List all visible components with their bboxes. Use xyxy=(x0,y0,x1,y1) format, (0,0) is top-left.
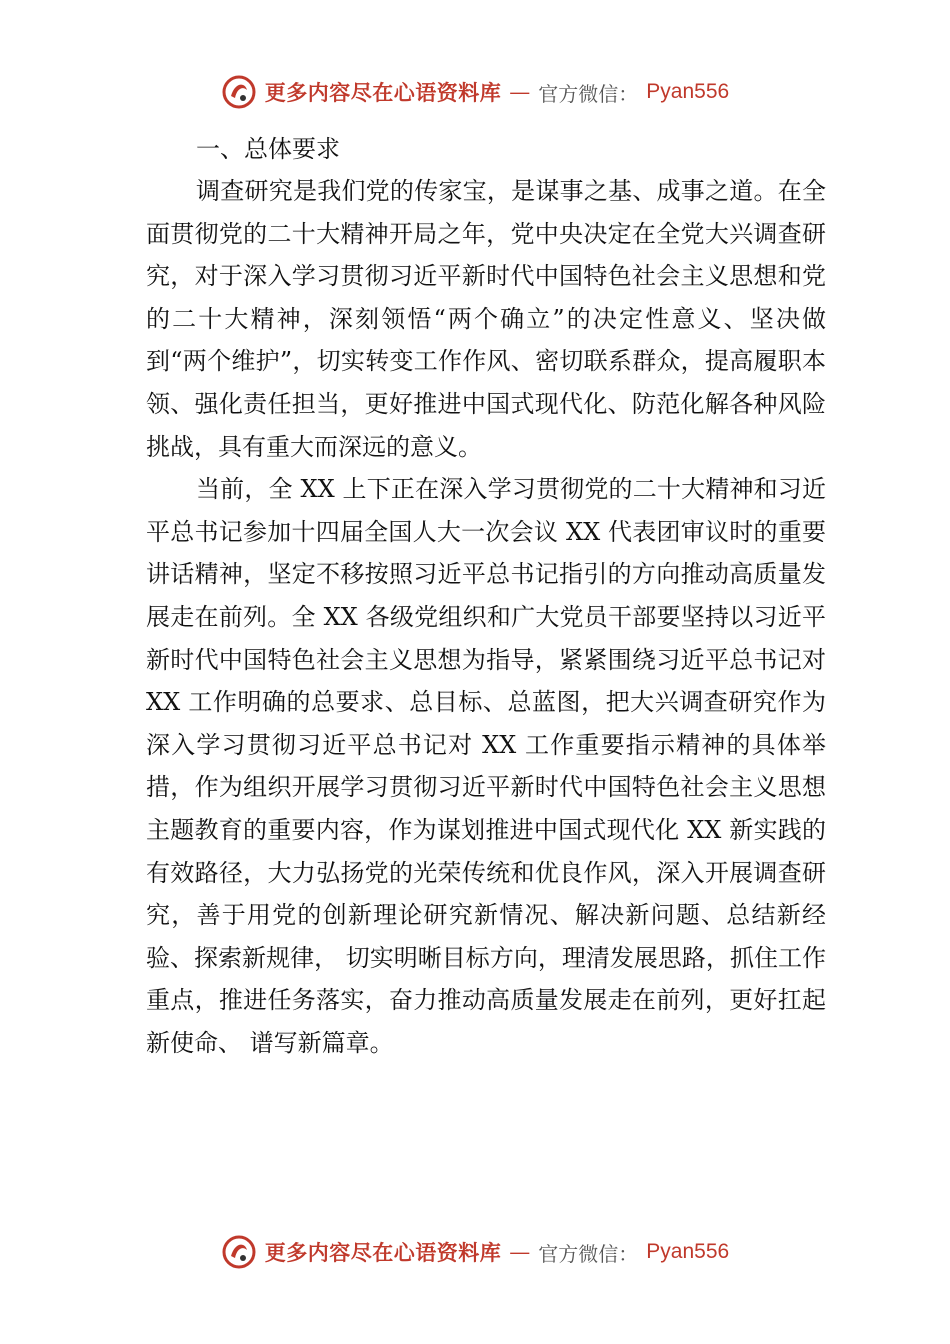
banner-brand-text: 更多内容尽在心语资料库 xyxy=(264,1240,502,1265)
banner-separator: — xyxy=(509,1240,531,1264)
paragraph-1: 调查研究是我们党的传家宝，是谋事之基、成事之道。在全面贯彻党的二十大精神开局之年，党中央决定在全党大兴调查研究，对于深入学习贯彻习近平新时代中国特色社会主义思想和党的二十大精神，深刻领悟“两个确立”的决定性意义、坚决做到“两个维护”，切实转变工作作风、密切联系群众，提高履职本领、强化责任担当，更好推进中国式现代化、防范化解各种风险挑战，具有重大而深远的意义。 xyxy=(146,177,826,461)
header-banner xyxy=(0,72,950,112)
brand-logo-icon xyxy=(221,74,257,110)
document-body xyxy=(146,128,826,1064)
footer-banner xyxy=(0,1232,950,1272)
banner-wechat-id: Pyan556 xyxy=(646,80,730,103)
banner-brand-text: 更多内容尽在心语资料库 xyxy=(264,80,502,105)
banner-wechat-label: 官方微信： xyxy=(538,81,639,106)
paragraph-2: 当前，全 XX 上下正在深入学习贯彻党的二十大精神和习近平总书记参加十四届全国人大一次会议 XX 代表团审议时的重要讲话精神，坚定不移按照习近平总书记指引的方向推动高质量发展走在前列。全 XX 各级党组织和广大党员干部要坚持以习近平新时代中国特色社会主义思想为指导，紧紧围绕习近平总书记对 XX 工作明确的总要求、总目标、总蓝图，把大兴调查研究作为深入学习贯彻习近平总书记对 XX 工作重要指示精神的具体举措，作为组织开展学习贯彻习近平新时代中国特色社会主义思想主题教育的重要内容，作为谋划推进中国式现代化 XX 新实践的有效路径，大力弘扬党的光荣传统和优良作风，深入开展调查研究，善于用党的创新理论研究新情况、解决新问题、总结新经验、探索新规律， 切实明晰目标方向，理清发展思路，抓住工作重点，推进任务落实，奋力推动高质量发展走在前列，更好扛起新使命、 谱写新篇章。 xyxy=(146,475,826,1057)
section-heading: 一、总体要求 xyxy=(196,135,340,163)
banner-wechat-label: 官方微信： xyxy=(538,1241,639,1266)
banner-separator: — xyxy=(509,80,531,104)
brand-logo-icon xyxy=(221,1234,257,1270)
banner-wechat-id: Pyan556 xyxy=(646,1240,730,1263)
